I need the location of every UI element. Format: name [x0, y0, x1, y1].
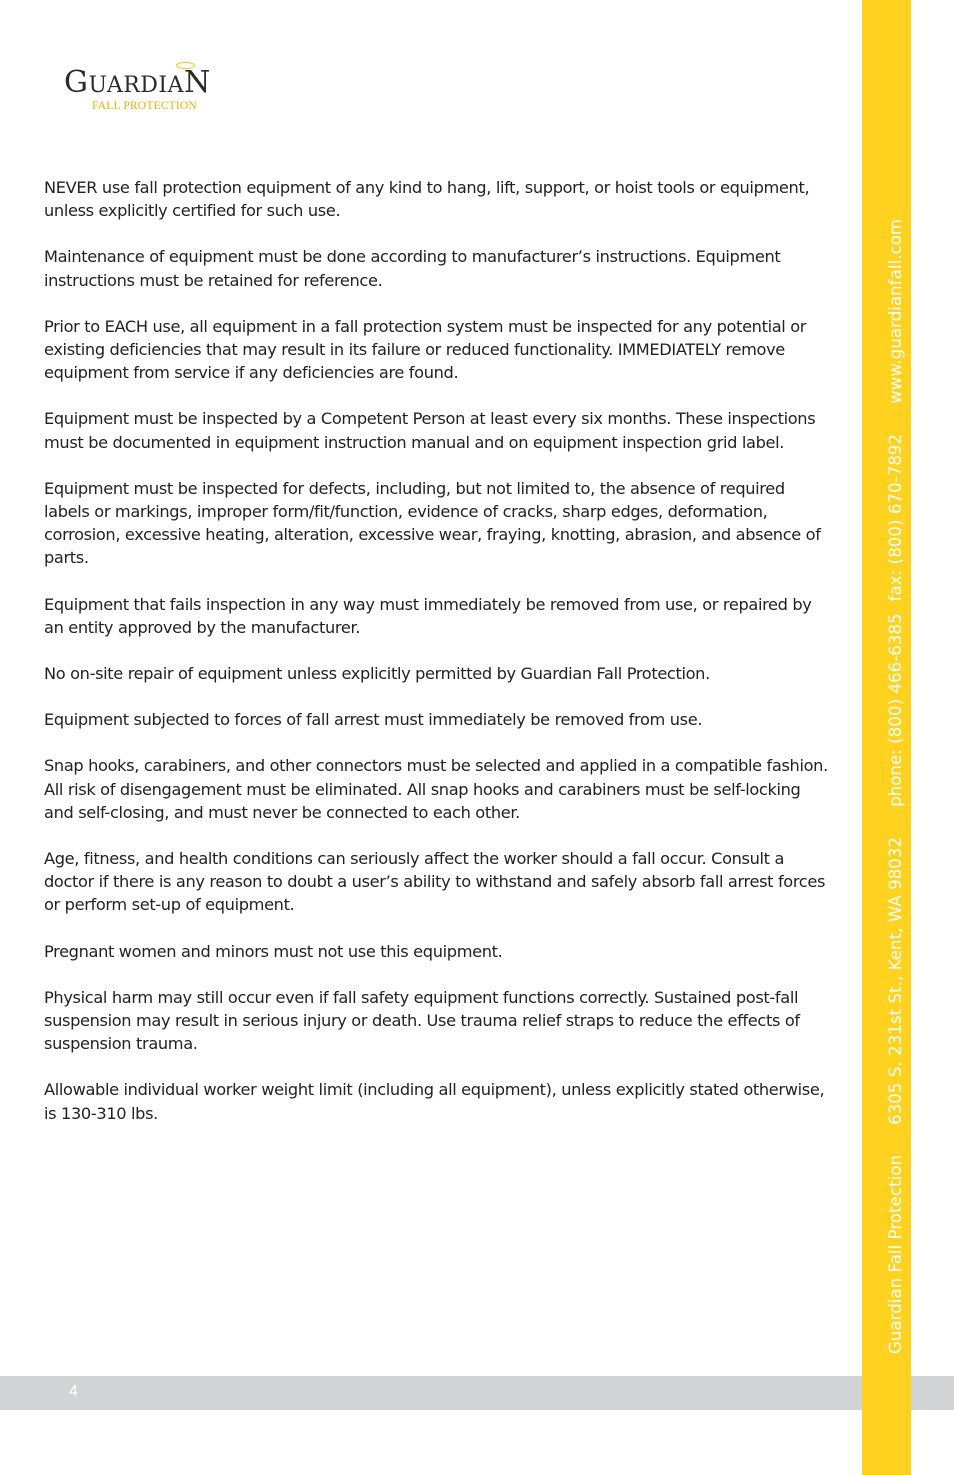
paragraph: NEVER use fall protection equipment of any kind to hang, lift, support, or hoist tools or equipment, unless explicitly certified for such use. [44, 178, 810, 221]
safety-guidelines [44, 176, 834, 1148]
paragraph: Allowable individual worker weight limit (including all equipment), unless explicitly stated otherwise, is 130-310 lbs. [44, 1080, 825, 1123]
company-name: Guardian Fall Protection [886, 1154, 905, 1354]
logo-subtitle: FALL PROTECTION [92, 100, 197, 112]
paragraph: Snap hooks, carabiners, and other connectors must be selected and applied in a compatible fashion. All risk of disengagement must be eliminated. All snap hooks and carabiners must be self-locking and self-closing, and must never be connected to each other. [44, 756, 828, 822]
contact-sidebar [862, 0, 911, 1475]
logo-initial: G [64, 65, 89, 100]
logo-final: N [184, 65, 211, 100]
paragraph: Equipment subjected to forces of fall arrest must immediately be removed from use. [44, 710, 703, 730]
paragraph: Equipment must be inspected for defects, including, but not limited to, the absence of required labels or markings, improper form/fit/function, evidence of cracks, sharp edges, deformation, corrosion, excessive heating, alteration, excessive wear, fraying, knotting, abrasion, and absence of parts. [44, 478, 821, 568]
fax-number: fax: (800) 670-7892 [886, 433, 905, 602]
page-number: 4 [69, 1383, 78, 1400]
paragraph: Prior to EACH use, all equipment in a fall protection system must be inspected for any potential or existing deficiencies that may result in its failure or reduced functionality. IMMEDIATELY remove equipment from service if any deficiencies are found. [44, 316, 807, 383]
paragraph: Equipment must be inspected by a Competent Person at least every six months. These inspections must be documented in equipment instruction manual and on equipment inspection grid label. [44, 409, 816, 452]
paragraph: Age, fitness, and health conditions can seriously affect the worker should a fall occur. Consult a doctor if there is any reason to doubt a user’s ability to withstand and safely absorb fall arrest forces or perform set-up of equipment. [44, 849, 826, 915]
footer-bar-right [911, 1376, 954, 1410]
paragraph: Pregnant women and minors must not use this equipment. [44, 941, 503, 961]
paragraph: Equipment that fails inspection in any way must immediately be removed from use, or repaired by an entity approved by the manufacturer. [44, 594, 812, 637]
paragraph: Maintenance of equipment must be done according to manufacturer’s instructions. Equipment instructions must be retained for reference. [44, 247, 781, 290]
logo-middle: UARDIA [88, 73, 185, 98]
paragraph: Physical harm may still occur even if fall safety equipment functions correctly. Sustained post-fall suspension may result in serious injury or death. Use trauma relief straps to reduce the effects of suspension trauma. [44, 987, 800, 1054]
paragraph: No on-site repair of equipment unless explicitly permitted by Guardian Fall Protection. [44, 664, 710, 684]
footer-bar [0, 1376, 862, 1410]
website-link[interactable]: www.guardianfall.com [886, 218, 905, 404]
contact-info [886, 219, 905, 1354]
company-address: 6305 S. 231st St., Kent, WA 98032 [886, 836, 905, 1125]
guardian-logo [64, 62, 234, 118]
phone-number: phone: (800) 466-6385 [886, 613, 905, 807]
logo-wordmark [64, 65, 211, 100]
